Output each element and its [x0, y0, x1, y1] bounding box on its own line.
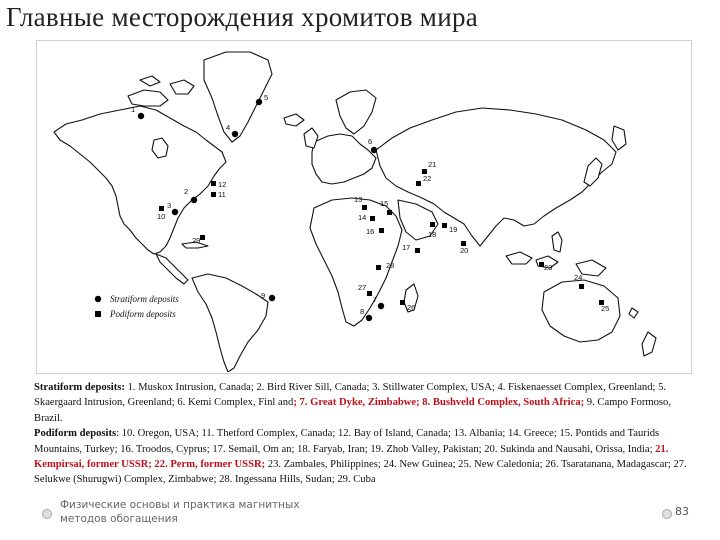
deposit-28-label: 28: [386, 261, 395, 270]
stratiform-caption-highlight: ; 7. Great Dyke, Zimbabwe; 8. Bushveld Complex, South Africa;: [293, 397, 585, 409]
deposit-18-marker: [430, 222, 435, 227]
world-map: [36, 40, 690, 372]
scandinavia: [336, 90, 376, 134]
deposit-27-marker: [367, 291, 372, 296]
deposit-22-marker: [416, 181, 421, 186]
deposit-25-label: 25: [601, 304, 610, 313]
deposit-26-label: 26: [407, 303, 416, 312]
deposit-11-marker: [211, 192, 216, 197]
deposit-24-marker: [579, 284, 584, 289]
new-zealand: [642, 332, 656, 356]
deposit-14-label: 14: [358, 213, 367, 222]
deposit-2-marker: [191, 197, 197, 203]
kamchatka: [612, 126, 626, 150]
deposit-19-marker: [442, 223, 447, 228]
stratiform-legend-label: Stratiform deposits: [110, 294, 179, 304]
central-america: [156, 254, 188, 284]
deposit-22-label: 22: [423, 174, 432, 183]
deposit-24-label: 24: [574, 273, 583, 282]
deposit-4-marker: [232, 131, 238, 137]
deposit-7-marker: [378, 303, 384, 309]
deposit-1-label: 1: [131, 105, 136, 114]
deposit-2-label: 2: [184, 187, 189, 196]
stratiform-caption-end: 9. Campo Formoso, Brazil.: [34, 397, 671, 424]
podiform-caption-highlight: 21. Kempirsai, former USSR; 22. Perm, former USSR;: [34, 443, 669, 471]
deposit-17-marker: [415, 248, 420, 253]
deposit-27-label: 27: [358, 283, 367, 292]
deposit-1-marker: [138, 113, 144, 119]
deposit-6-marker: [371, 147, 377, 153]
deposit-8-label: 8: [360, 307, 365, 316]
deposit-13-marker: [362, 205, 367, 210]
deposit-12-label: 12: [218, 180, 227, 189]
deposit-13-label: 13: [354, 195, 363, 204]
deposit-16-marker: [379, 228, 384, 233]
deposit-11-label: 11: [218, 190, 226, 199]
deposit-29-marker: [200, 235, 205, 240]
deposit-7-label: 7: [373, 295, 378, 304]
deposit-5-marker: [256, 99, 262, 105]
stratiform-caption-label: Stratiform deposits:: [34, 382, 125, 393]
podiform-caption-text: : 10. Oregon, USA; 11. Thetford Complex, Canada; 12. Bay of Island, Canada; 13. Albania; 14. Greece; 15. Pontids and Taurids Mountains, Turkey; 16. Troodos, Cyprus; 17. Semail, Om an; 18. Faryab, Iran; 19. Zhob Valley, Pakistan; 20. Sukinda and Nausahi, Orissa, India;: [34, 428, 660, 455]
philippines: [552, 232, 562, 252]
map-caption: [34, 380, 696, 488]
footer-bullet-icon: [42, 509, 52, 519]
deposit-8-marker: [366, 315, 372, 321]
greenland: [204, 52, 272, 142]
podiform-caption-label: Podiform deposits: [34, 428, 117, 440]
podiform-legend-icon: [95, 311, 101, 317]
deposit-23-label: 23: [544, 263, 553, 272]
europe: [312, 134, 376, 184]
deposit-19-label: 19: [449, 225, 458, 234]
deposit-21-label: 21: [428, 160, 437, 169]
stratiform-legend-icon: [95, 296, 101, 302]
deposit-4-label: 4: [226, 123, 231, 132]
deposit-15-label: 15: [380, 199, 389, 208]
deposit-10-marker: [159, 206, 164, 211]
deposit-17-label: 17: [402, 243, 411, 252]
deposit-20-label: 20: [460, 246, 469, 255]
arctic-islands: [128, 90, 168, 106]
indonesia: [506, 252, 532, 264]
slide-title: Главные месторождения хромитов мира: [6, 2, 479, 32]
deposit-6-label: 6: [368, 137, 373, 146]
deposit-26-marker: [400, 300, 405, 305]
podiform-caption-end: 23. Zambales, Philippines; 24. New Guinea; 25. New Caledonia; 26. Tsaratanana, Madagascar; 27. Selukwe (Shurugwi) Complex, Zimbabwe; 28. Ingessana Hills, Sudan; 29. Cuba: [34, 459, 687, 486]
deposit-10-label: 10: [157, 212, 166, 221]
footer-course-title: Физические основы и практика магнитных методов обогащения: [60, 499, 300, 525]
deposit-5-label: 5: [264, 93, 269, 102]
landmasses: [54, 52, 656, 372]
deposit-9-label: 9: [261, 291, 266, 300]
page-number: 83: [675, 505, 689, 518]
deposit-28-marker: [376, 265, 381, 270]
deposit-9-marker: [269, 295, 275, 301]
deposit-3-marker: [172, 209, 178, 215]
deposit-16-label: 16: [366, 227, 375, 236]
page-bullet-icon: [662, 509, 672, 519]
stratiform-caption-text: 1. Muskox Intrusion, Canada; 2. Bird River Sill, Canada; 3. Stillwater Complex, USA; 4. Fiskenaesset Complex, Greenland; 5. Skaergaard Intrusion, Greenland; 6. Kemi Complex, Finl and: [34, 382, 667, 409]
deposit-29-label: 29: [192, 236, 201, 245]
north-america: [54, 106, 226, 254]
iceland: [284, 114, 304, 126]
map-legend: [95, 294, 179, 319]
deposit-18-label: 18: [428, 230, 437, 239]
deposit-14-marker: [370, 216, 375, 221]
deposit-12-marker: [211, 181, 216, 186]
deposit-3-label: 3: [167, 201, 172, 210]
new-caledonia: [629, 308, 638, 318]
south-america: [192, 274, 268, 372]
podiform-legend-label: Podiform deposits: [110, 309, 176, 319]
deposit-15-marker: [387, 210, 392, 215]
